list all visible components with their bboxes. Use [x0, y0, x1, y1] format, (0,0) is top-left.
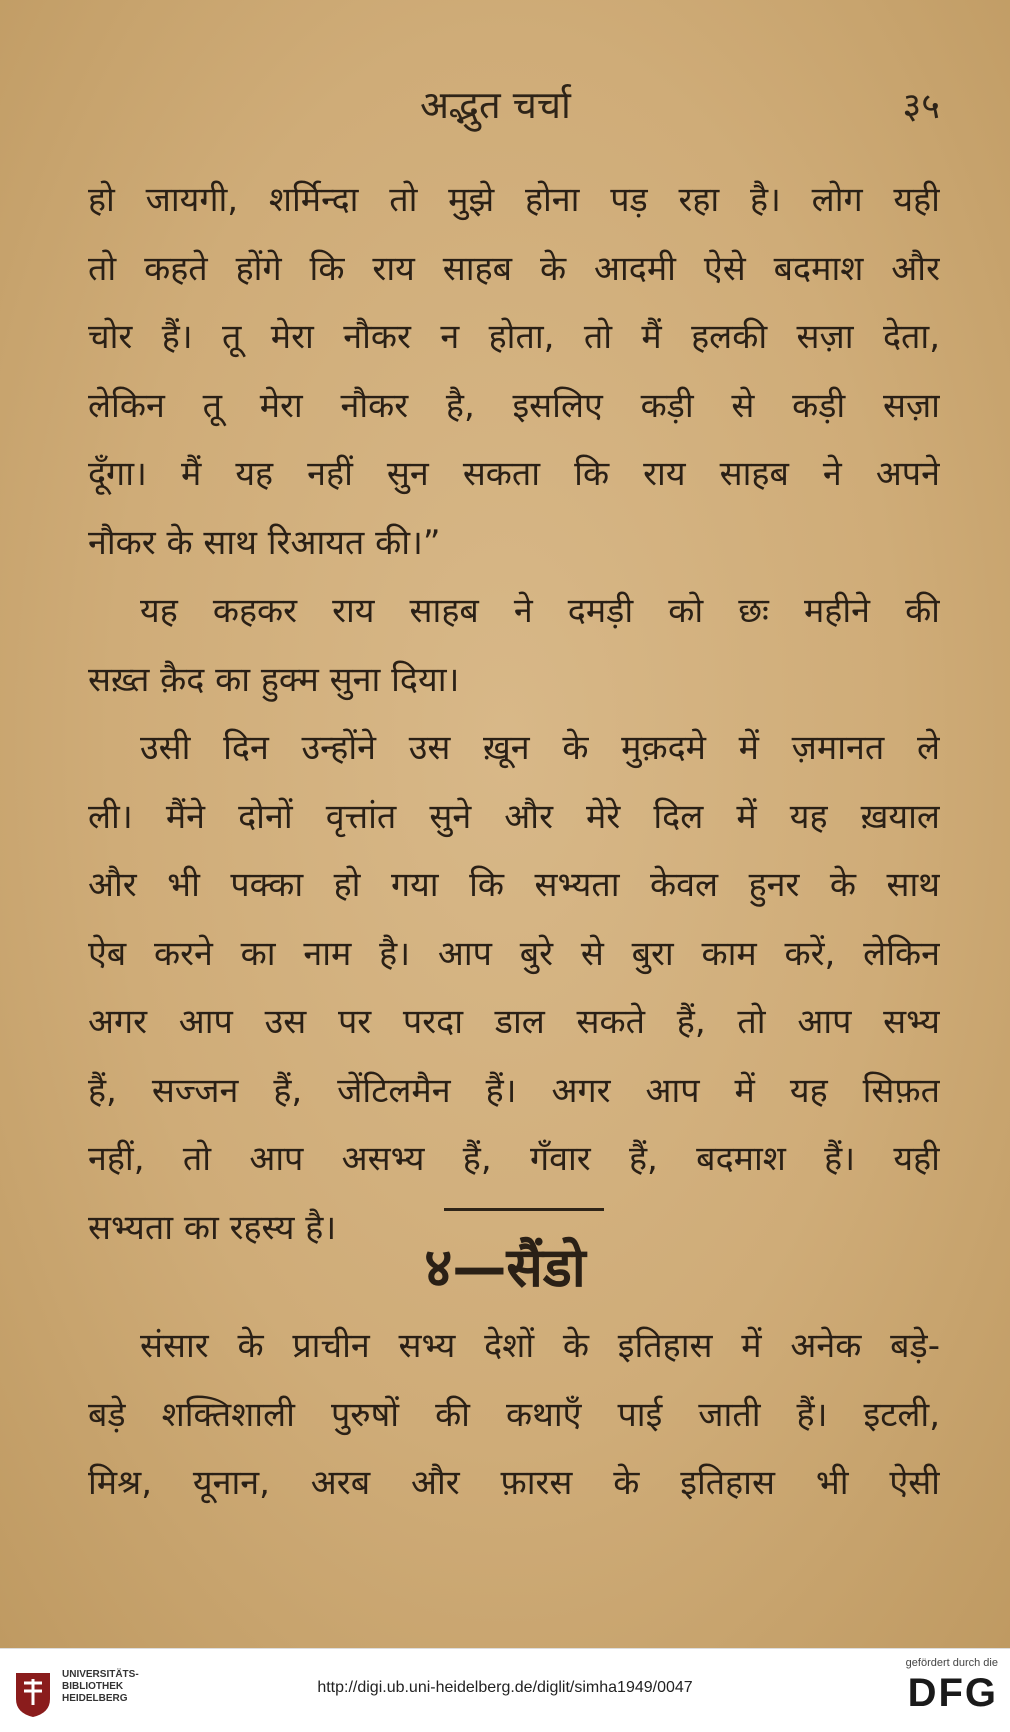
text-line: तो कहते होंगे कि राय साहब के आदमी ऐसे बदमाश और	[88, 248, 940, 289]
text-line: सभ्यता का रहस्य है।	[88, 1207, 337, 1248]
text-line: लेकिन तू मेरा नौकर है, इसलिए कड़ी से कड़ी सज़ा	[88, 385, 940, 426]
text-line: यह कहकर राय साहब ने दमड़ी को छः महीने की	[140, 591, 940, 631]
text-line: अगर आप उस पर परदा डाल सकते हैं, तो आप सभ्य	[88, 1002, 940, 1042]
page-header	[0, 78, 1010, 128]
institution-line: HEIDELBERG	[62, 1693, 128, 1704]
text-line: चोर हैं। तू मेरा नौकर न होता, तो मैं हलकी सज़ा देता,	[88, 317, 940, 357]
institution-line: UNIVERSITÄTS-	[62, 1669, 139, 1680]
text-line: और भी पक्का हो गया कि सभ्यता केवल हुनर के साथ	[88, 865, 940, 905]
dfg-logo: DFG	[907, 1671, 998, 1715]
sponsor	[878, 1657, 998, 1717]
text-line: सख़्त क़ैद का हुक्म सुना दिया।	[88, 659, 460, 700]
text-line: ऐब करने का नाम है। आप बुरे से बुरा काम करें, लेकिन	[88, 933, 940, 974]
text-line: हो जायगी, शर्मिन्दा तो मुझे होना पड़ रहा है। लोग यही	[88, 180, 940, 220]
text-line: नहीं, तो आप असभ्य हैं, गँवार हैं, बदमाश हैं। यही	[88, 1139, 940, 1179]
text-line: उसी दिन उन्होंने उस ख़ून के मुक़दमे में ज़मानत ले	[140, 728, 940, 768]
chapter-text	[88, 1312, 940, 1518]
text-line: हैं, सज्जन हैं, जेंटिलमैन हैं। अगर आप में यह सिफ़त	[88, 1070, 940, 1111]
page-number: ३५	[902, 86, 940, 127]
section-divider	[444, 1208, 604, 1211]
text-line: नौकर के साथ रिआयत की।”	[88, 522, 441, 563]
chapter-title: ४—सैंडो	[424, 1236, 586, 1299]
institution-line: BIBLIOTHEK	[62, 1681, 124, 1692]
text-line: बड़े शक्तिशाली पुरुषों की कथाएँ पाई जाती हैं। इटली,	[88, 1394, 940, 1435]
running-title: अद्भुत चर्चा	[420, 83, 571, 127]
text-line: ली। मैंने दोनों वृत्तांत सुने और मेरे दिल में यह ख़याल	[88, 796, 940, 837]
text-line: मिश्र, यूनान, अरब और फ़ारस के इतिहास भी ऐसी	[88, 1463, 940, 1503]
body-text	[88, 166, 940, 1262]
viewer-footer	[0, 1648, 1010, 1732]
sponsor-label: gefördert durch die	[905, 1657, 998, 1669]
permalink[interactable]: http://digi.ub.uni-heidelberg.de/diglit/simha1949/0047	[317, 1679, 693, 1696]
text-line: दूँगा। मैं यह नहीं सुन सकता कि राय साहब ने अपने	[88, 454, 940, 494]
text-line: संसार के प्राचीन सभ्य देशों के इतिहास में अनेक बड़े-	[140, 1326, 940, 1366]
